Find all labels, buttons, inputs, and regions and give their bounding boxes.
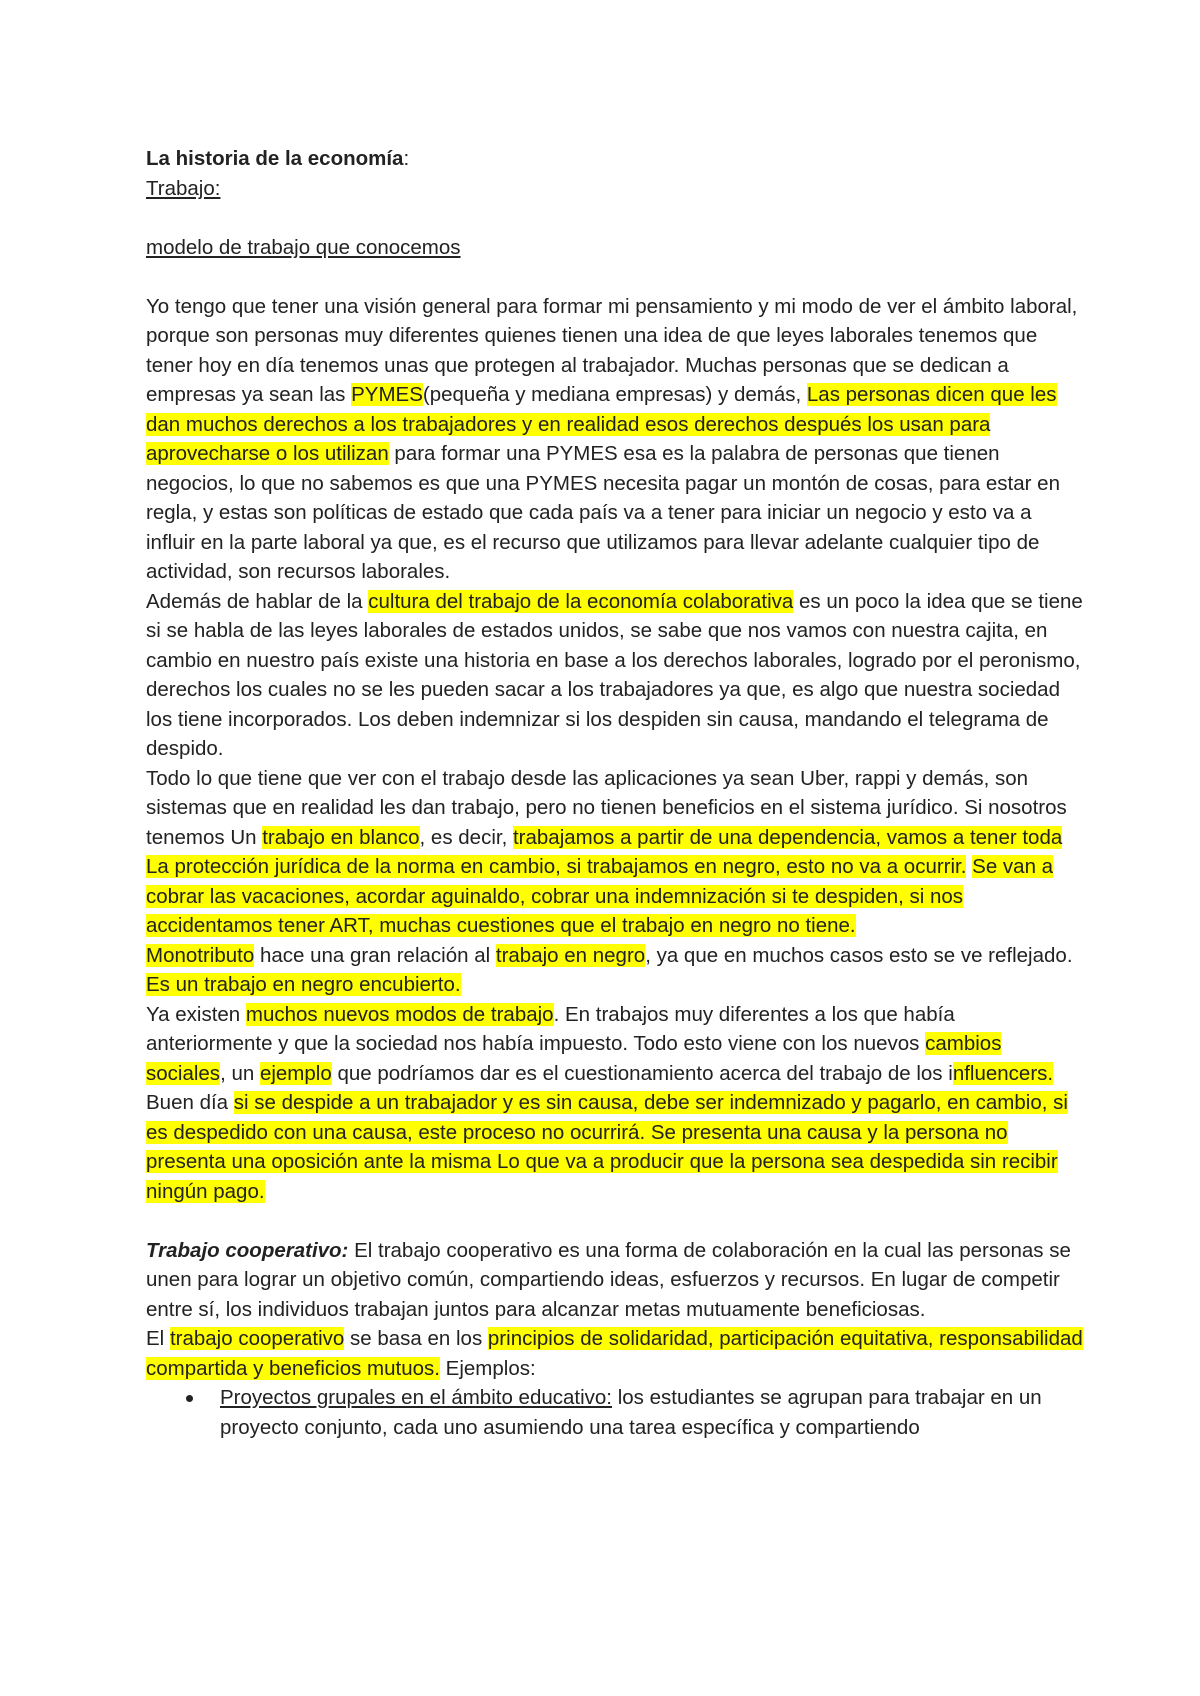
paragraph-monotributo — [146, 941, 1086, 1000]
highlight: si se despide a un trabajador y es sin causa, debe ser indemnizado y pagarlo, en cambio, si es despedido con una causa, este proceso no ocurrirá. Se presenta una causa y la persona no presenta una oposición ante la misma Lo que va a producir que la persona sea despedida sin recibir ningún pago. — [146, 1091, 1068, 1203]
text-run: Ejemplos: — [439, 1356, 536, 1380]
paragraph-nuevos-modos — [146, 1000, 1086, 1089]
paragraph-principios — [146, 1324, 1086, 1383]
highlight: Monotributo — [146, 943, 255, 967]
highlight: trabajamos a partir de una dependencia, vamos a tener toda La protección jurídica de la norma en cambio, si trabajamos en negro, esto no va a ocurrir. — [146, 825, 1063, 878]
text-run: , es decir, — [419, 825, 513, 849]
highlight: nfluencers. — [952, 1061, 1054, 1085]
paragraph-aplicaciones — [146, 764, 1086, 941]
text-run: , ya que en muchos casos esto se ve reflejado. — [645, 943, 1073, 967]
spacer — [146, 262, 1086, 292]
text-run: Todo lo que tiene que ver con el trabajo desde las aplicaciones ya sean Uber, rappi y demás, son sistemas que en realidad les dan trabajo, pero no tienen beneficios en el sistema jurídico. Si nosotros tenemos Un — [146, 766, 1067, 849]
highlight: principios de solidaridad, participación equitativa, responsabilidad compartida y beneficios mutuos. — [146, 1327, 1083, 1380]
text-run: Ya existen — [146, 1002, 246, 1026]
text-run: se basa en los — [344, 1327, 488, 1350]
text-run: Yo tengo que tener una visión general para formar mi pensamiento y mi modo de ver el ámbito laboral, porque son personas muy diferentes quienes tienen una idea de que leyes laborales tenemos que tener hoy en día tenemos unas que protegen al trabajador. Muchas personas que se dedican a empresas ya sean las — [146, 294, 1078, 406]
highlight: cultura del trabajo de la economía colaborativa — [368, 589, 794, 613]
spacer — [146, 1206, 1086, 1236]
highlight: Se van a cobrar las vacaciones, acordar aguinaldo, cobrar una indemnización si te despiden, si nos accidentamos tener ART, muchas cuestiones que el trabajo en negro no tiene. — [146, 855, 1054, 937]
examples-list — [146, 1383, 1086, 1442]
paragraph-vision-laboral — [146, 292, 1086, 587]
list-item-text: los estudiantes se agrupan para trabajar en un proyecto conjunto, cada uno asumiendo una tarea específica y compartiendo — [220, 1386, 1042, 1439]
spacer — [146, 203, 1086, 233]
highlight: cambios sociales — [146, 1032, 1002, 1085]
text-run: es un poco la idea que se tiene si se habla de las leyes laborales de estados unidos, se sabe que nos vamos con nuestra cajita, en cambio en nuestro país existe una historia en base a los derechos laborales, logrado por el peronismo, derechos los cuales no se les pueden sacar a los trabajadores ya que, es algo que nuestra sociedad los tiene incorporados. Los deben indemnizar si los despiden sin causa, mandando el telegrama de despido. — [146, 589, 1083, 760]
highlight: ejemplo — [259, 1061, 332, 1085]
text-run: , un — [220, 1061, 260, 1085]
highlight: PYMES — [351, 383, 423, 406]
paragraph-economia-colaborativa — [146, 587, 1086, 764]
highlight: Las personas dicen que les dan muchos derechos a los trabajadores y en realidad esos derechos después los usan para aprovecharse o los utilizan — [146, 383, 1057, 465]
text-run: . En trabajos muy diferentes a los que había anteriormente y que la sociedad nos había impuesto. Todo esto viene con los nuevos — [146, 1002, 955, 1055]
highlight: muchos nuevos modos de trabajo — [245, 1002, 554, 1026]
section-subtitle: Trabajo: — [146, 176, 221, 200]
document-heading — [146, 144, 1086, 174]
text-run: (pequeña y mediana empresas) y demás, — [422, 383, 807, 406]
paragraph-despido — [146, 1088, 1086, 1206]
text-run: hace una gran relación al — [254, 943, 496, 967]
highlight: trabajo en negro — [495, 943, 646, 967]
section-heading: modelo de trabajo que conocemos — [146, 235, 461, 259]
list-item — [146, 1383, 1086, 1442]
title-colon: : — [403, 147, 410, 170]
highlight: Es un trabajo en negro encubierto. — [146, 973, 461, 996]
highlight: trabajo en blanco — [262, 825, 420, 849]
text-run: para formar una PYMES esa es la palabra de personas que tienen negocios, lo que no sabemos es que una PYMES necesita pagar un montón de cosas, para estar en regla, y estas son políticas de estado que cada país va a tener para iniciar un negocio y esto va a influir en la parte laboral ya que, es el recurso que utilizamos para llevar adelante cualquier tipo de actividad, son recursos laborales. — [146, 442, 1060, 583]
term-label: Trabajo cooperativo: — [146, 1238, 349, 1262]
text-run: El — [146, 1327, 170, 1350]
text-run: Buen día — [146, 1091, 234, 1114]
paragraph-trabajo-cooperativo — [146, 1236, 1086, 1325]
document-title: La historia de la economía — [146, 147, 404, 170]
highlight: trabajo cooperativo — [169, 1327, 345, 1350]
list-item-title: Proyectos grupales en el ámbito educativo: — [220, 1386, 613, 1409]
text-run: Además de hablar de la — [146, 589, 369, 613]
text-run: El trabajo cooperativo es una forma de colaboración en la cual las personas se unen para lograr un objetivo común, compartiendo ideas, esfuerzos y recursos. En lugar de competir entre sí, los individuos trabajan juntos para alcanzar metas mutuamente beneficiosas. — [146, 1238, 1071, 1321]
bullet-icon — [186, 1395, 193, 1402]
text-run: que podríamos dar es el cuestionamiento acerca del trabajo de los i — [331, 1061, 953, 1085]
document-body — [146, 144, 1086, 1442]
